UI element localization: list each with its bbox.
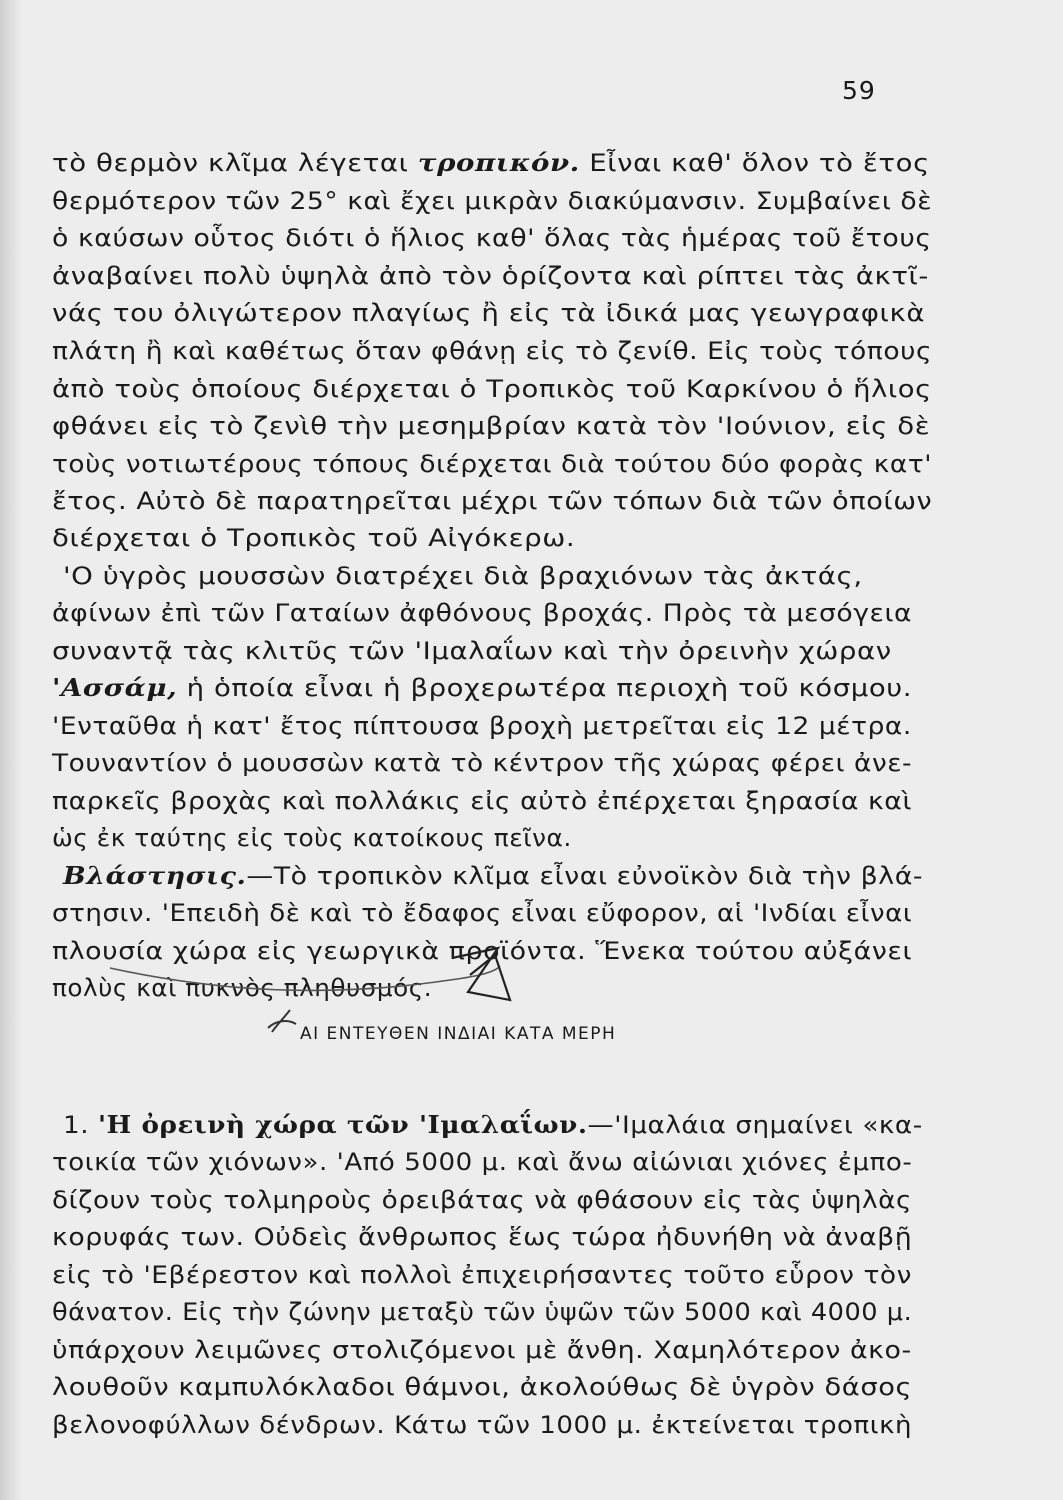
text-line [52,1147,912,1177]
text-run: τοικία τῶν χιόνων». 'Από 5000 μ. καὶ ἄνω αἰώνιαι χιόνες ἐμπο- [52,1148,913,1176]
text-run: ἔτος. Αὐτὸ δὲ παρατηρεῖται μέχρι τῶν τόπων διὰ τῶν ὁποίων [52,487,933,515]
text-run: —'Ιμαλάια σημαίνει «κα- [587,1111,923,1139]
text-line [52,936,912,966]
text-run: παρκεῖς βροχὰς καὶ πολλάκις εἰς αὐτὸ ἐπέρχεται ξηρασία καὶ [52,787,913,815]
text-line [52,1335,912,1365]
text-run: φθάνει εἰς τὸ ζενὶθ τὴν μεσημβρίαν κατὰ τὸν 'Ιούνιον, εἰς δὲ [52,412,931,440]
text-line [52,298,925,328]
text-run: ἡ ὁποία εἶναι ἡ βροχερωτέρα περιοχὴ τοῦ κόσμου. [177,674,913,702]
text-line [63,1110,923,1140]
text-line [52,186,932,216]
text-run: 1. [63,1111,98,1139]
text-line [52,523,575,553]
section-heading: ΑΙ ΕΝΤΕΥΘΕΝ ΙΝΔΙΑΙ ΚΑΤΑ ΜΕΡΗ [300,1024,617,1044]
text-line [52,486,932,516]
text-line [52,1297,912,1327]
text-run: ὑπάρχουν λειμῶνες στολιζόμενοι μὲ ἄνθη. Χαμηλότερον ἀκο- [52,1336,912,1364]
emphasis-run: τροπικόν. [417,148,580,177]
text-line [52,449,932,479]
emphasis-run: Βλάστησις. [63,861,247,890]
text-line [52,223,932,253]
text-line [52,673,912,703]
text-run: —Τὸ τροπικὸν κλῖμα εἶναι εὐνοϊκὸν διὰ τὴν βλά- [246,862,924,890]
text-run: νάς του ὀλιγώτερον πλαγίως ἢ εἰς τὰ ἰδικά μας γεωγραφικὰ [52,299,926,327]
text-line [52,823,572,853]
text-line [63,561,863,591]
text-line [52,1372,912,1402]
text-line [52,1185,912,1215]
text-run: στησιν. 'Επειδὴ δὲ καὶ τὸ ἔδαφος εἶναι εὔφορον, αἱ 'Ινδίαι εἶναι [52,899,913,927]
page-number: 59 [842,76,876,105]
text-line [52,748,912,778]
text-line [52,1222,912,1252]
text-run: 'Ενταῦθα ἡ κατ' ἔτος πίπτουσα βροχὴ μετρεῖται εἰς 12 μέτρα. [52,712,912,740]
text-run: ἀπὸ τοὺς ὁποίους διέρχεται ὁ Τροπικὸς τοῦ Καρκίνου ὁ ἥλιος [52,375,932,403]
text-line [52,411,930,441]
text-run: κορυφάς των. Οὐδεὶς ἄνθρωπος ἕως τώρα ἠδυνήθη νὰ ἀναβῇ [52,1223,913,1251]
text-line [52,374,932,404]
text-line [52,636,892,666]
text-line [52,261,929,291]
text-run: διέρχεται ὁ Τροπικὸς τοῦ Αἰγόκερω. [52,524,576,552]
text-run: ἀναβαίνει πολὺ ὑψηλὰ ἀπὸ τὸν ὁρίζοντα καὶ ρίπτει τὰς ἀκτῖ- [52,262,929,290]
text-line [52,598,912,628]
text-run: ἀφίνων ἐπὶ τῶν Γαταίων ἀφθόνους βροχάς. Πρὸς τὰ μεσόγεια [52,599,913,627]
text-run: τὸ θερμὸν κλῖμα λέγεται [52,149,418,177]
text-run: βελονοφύλλων δένδρων. Κάτω τῶν 1000 μ. ἐκτείνεται τροπικὴ [52,1411,913,1439]
page-edge-shadow [0,0,22,1500]
text-line [52,711,912,741]
text-run: πλουσία χώρα εἰς γεωργικὰ προϊόντα. Ἕνεκα τούτου αὐξάνει [52,937,913,965]
text-line [52,973,432,1003]
text-run: εἰς τὸ 'Εβέρεστον καὶ πολλοὶ ἐπιχειρήσαντες τοῦτο εὗρον τὸν [52,1261,912,1289]
text-run: πλάτη ἢ καὶ καθέτως ὅταν φθάνῃ εἰς τὸ ζενίθ. Εἰς τοὺς τόπους [52,337,933,365]
text-run: δίζουν τοὺς τολμηροὺς ὀρειβάτας νὰ φθάσουν εἰς τὰς ὑψηλὰς [52,1186,913,1214]
text-line [52,1260,912,1290]
emphasis-run: 'Η ὀρεινὴ χώρα τῶν 'Ιμαλαΐων. [97,1110,588,1139]
text-run: λουθοῦν καμπυλόκλαδοι θάμνοι, ἀκολούθως δὲ ὑγρὸν δάσος [52,1373,913,1401]
text-run: συναντᾷ τὰς κλιτῦς τῶν 'Ιμαλαΐων καὶ τὴν ὀρεινὴν χώραν [52,637,892,665]
text-run: πολὺς καὶ πυκνὸς πληθυσμός. [52,974,433,1002]
text-run: 'Ο ὑγρὸς μουσσὼν διατρέχει διὰ βραχιόνων τὰς ἀκτάς, [63,562,863,590]
text-line [52,786,912,816]
text-run: ὁ καύσων οὗτος διότι ὁ ἥλιος καθ' ὅλας τὰς ἡμέρας τοῦ ἔτους [52,224,932,252]
text-line [52,148,930,178]
text-line [52,1410,912,1440]
text-run: Εἶναι καθ' ὅλον τὸ ἔτος [579,149,930,177]
text-line [63,861,923,891]
text-run: Τουναντίον ὁ μουσσὼν κατὰ τὸ κέντρον τῆς χώρας φέρει ἀνε- [52,749,913,777]
text-run: θερμότερον τῶν 25° καὶ ἔχει μικρὰν διακύμανσιν. Συμβαίνει δὲ [52,187,933,215]
text-line [52,336,932,366]
text-line [52,898,912,928]
text-run: τοὺς νοτιωτέρους τόπους διέρχεται διὰ τούτου δύο φορὰς κατ' [52,450,933,478]
text-run: ὡς ἐκ ταύτης εἰς τοὺς κατοίκους πεῖνα. [52,824,572,852]
emphasis-run: 'Ασσάμ, [52,673,178,702]
text-run: θάνατον. Εἰς τὴν ζώνην μεταξὺ τῶν ὑψῶν τῶν 5000 καὶ 4000 μ. [52,1298,913,1326]
